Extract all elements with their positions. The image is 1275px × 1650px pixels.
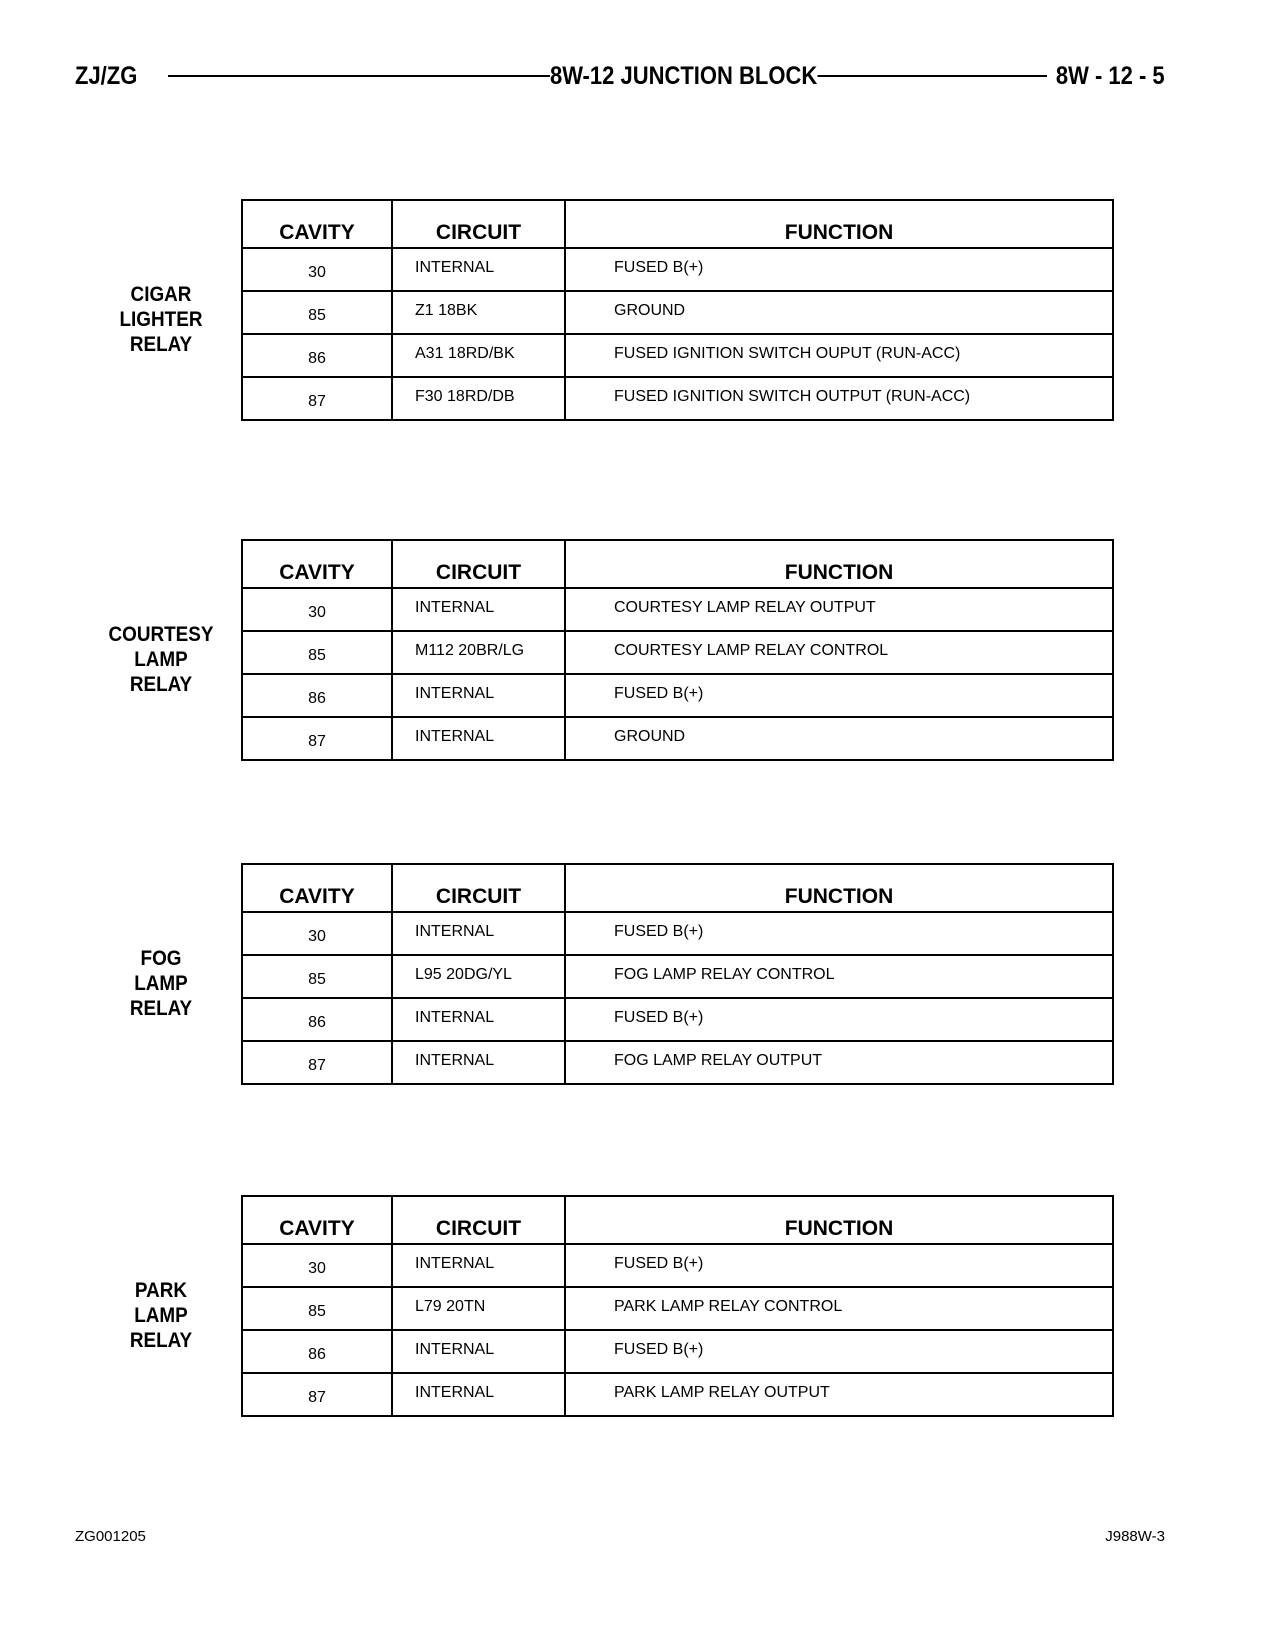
table-row [242, 1244, 1113, 1287]
circuit-cell: INTERNAL [392, 248, 565, 291]
function-cell: GROUND [565, 291, 1113, 334]
table-row [242, 674, 1113, 717]
function-cell: FUSED B(+) [565, 248, 1113, 291]
cavity-cell: 30 [242, 248, 392, 291]
circuit-cell: INTERNAL [392, 1041, 565, 1084]
relay-label-line: LAMP [134, 648, 188, 671]
function-cell: GROUND [565, 717, 1113, 760]
function-cell: FOG LAMP RELAY OUTPUT [565, 1041, 1113, 1084]
col-header-cavity: CAVITY [242, 864, 392, 912]
circuit-cell: Z1 18BK [392, 291, 565, 334]
relay-label-line: LAMP [134, 972, 188, 995]
circuit-cell: INTERNAL [392, 998, 565, 1041]
cavity-cell: 85 [242, 1287, 392, 1330]
relay-label-line: LIGHTER [119, 308, 203, 331]
figure-id: ZG001205 [75, 1528, 146, 1545]
table-row [242, 912, 1113, 955]
cavity-cell: 87 [242, 377, 392, 420]
table-header-row [242, 1196, 1113, 1244]
cavity-cell: 86 [242, 1330, 392, 1373]
table-row [242, 631, 1113, 674]
relay-label-line: RELAY [129, 1329, 193, 1352]
col-header-circuit: CIRCUIT [392, 540, 565, 588]
circuit-cell: M112 20BR/LG [392, 631, 565, 674]
cavity-cell: 85 [242, 955, 392, 998]
function-cell: FUSED IGNITION SWITCH OUTPUT (RUN-ACC) [565, 377, 1113, 420]
table-row [242, 1330, 1113, 1373]
table-row [242, 717, 1113, 760]
table-row [242, 334, 1113, 377]
col-header-circuit: CIRCUIT [392, 1196, 565, 1244]
relay-label-line: RELAY [129, 997, 193, 1020]
table-header-row [242, 540, 1113, 588]
function-cell: FUSED B(+) [565, 1244, 1113, 1287]
section-title: 8W-12 JUNCTION BLOCK [550, 58, 817, 94]
table-row [242, 1287, 1113, 1330]
circuit-cell: INTERNAL [392, 588, 565, 631]
table-row [242, 588, 1113, 631]
pin-table-park-lamp [241, 1195, 1114, 1417]
page-header [75, 58, 1165, 94]
table-row [242, 377, 1113, 420]
col-header-function: FUNCTION [565, 540, 1113, 588]
drawing-number: J988W-3 [1105, 1528, 1165, 1545]
table-row [242, 955, 1113, 998]
model-code: ZJ/ZG [75, 58, 137, 94]
table-row [242, 248, 1113, 291]
table-row [242, 1041, 1113, 1084]
col-header-cavity: CAVITY [242, 200, 392, 248]
relay-label-fog-lamp [94, 946, 229, 1021]
col-header-circuit: CIRCUIT [392, 200, 565, 248]
cavity-cell: 30 [242, 912, 392, 955]
cavity-cell: 85 [242, 291, 392, 334]
pin-table-fog-lamp [241, 863, 1114, 1085]
relay-label-line: CIGAR [130, 283, 192, 306]
function-cell: COURTESY LAMP RELAY CONTROL [565, 631, 1113, 674]
circuit-cell: INTERNAL [392, 1330, 565, 1373]
function-cell: FUSED B(+) [565, 674, 1113, 717]
function-cell: COURTESY LAMP RELAY OUTPUT [565, 588, 1113, 631]
cavity-cell: 86 [242, 334, 392, 377]
relay-label-line: RELAY [129, 333, 193, 356]
circuit-cell: INTERNAL [392, 674, 565, 717]
col-header-function: FUNCTION [565, 200, 1113, 248]
function-cell: FUSED B(+) [565, 912, 1113, 955]
page-number: 8W - 12 - 5 [1056, 58, 1165, 94]
table-row [242, 998, 1113, 1041]
function-cell: FOG LAMP RELAY CONTROL [565, 955, 1113, 998]
relay-label-line: RELAY [129, 673, 193, 696]
table-row [242, 1373, 1113, 1416]
col-header-cavity: CAVITY [242, 1196, 392, 1244]
circuit-cell: INTERNAL [392, 1373, 565, 1416]
circuit-cell: A31 18RD/BK [392, 334, 565, 377]
cavity-cell: 87 [242, 1041, 392, 1084]
cavity-cell: 30 [242, 588, 392, 631]
cavity-cell: 86 [242, 998, 392, 1041]
cavity-cell: 86 [242, 674, 392, 717]
table-row [242, 291, 1113, 334]
relay-label-courtesy-lamp [94, 622, 229, 697]
circuit-cell: INTERNAL [392, 717, 565, 760]
col-header-function: FUNCTION [565, 1196, 1113, 1244]
function-cell: FUSED B(+) [565, 1330, 1113, 1373]
function-cell: PARK LAMP RELAY CONTROL [565, 1287, 1113, 1330]
function-cell: FUSED IGNITION SWITCH OUPUT (RUN-ACC) [565, 334, 1113, 377]
circuit-cell: L95 20DG/YL [392, 955, 565, 998]
pin-table-courtesy-lamp [241, 539, 1114, 761]
table-header-row [242, 864, 1113, 912]
relay-label-line: PARK [134, 1279, 188, 1302]
relay-label-line: LAMP [134, 1304, 188, 1327]
function-cell: PARK LAMP RELAY OUTPUT [565, 1373, 1113, 1416]
function-cell: FUSED B(+) [565, 998, 1113, 1041]
circuit-cell: INTERNAL [392, 1244, 565, 1287]
relay-label-park-lamp [94, 1278, 229, 1353]
cavity-cell: 85 [242, 631, 392, 674]
header-rule-left [168, 75, 551, 77]
relay-label-line: COURTESY [108, 623, 214, 646]
cavity-cell: 30 [242, 1244, 392, 1287]
circuit-cell: L79 20TN [392, 1287, 565, 1330]
circuit-cell: F30 18RD/DB [392, 377, 565, 420]
cavity-cell: 87 [242, 1373, 392, 1416]
col-header-cavity: CAVITY [242, 540, 392, 588]
relay-label-cigar-lighter [94, 282, 229, 357]
table-header-row [242, 200, 1113, 248]
col-header-circuit: CIRCUIT [392, 864, 565, 912]
cavity-cell: 87 [242, 717, 392, 760]
pin-table-cigar-lighter [241, 199, 1114, 421]
relay-label-line: FOG [140, 947, 182, 970]
col-header-function: FUNCTION [565, 864, 1113, 912]
circuit-cell: INTERNAL [392, 912, 565, 955]
